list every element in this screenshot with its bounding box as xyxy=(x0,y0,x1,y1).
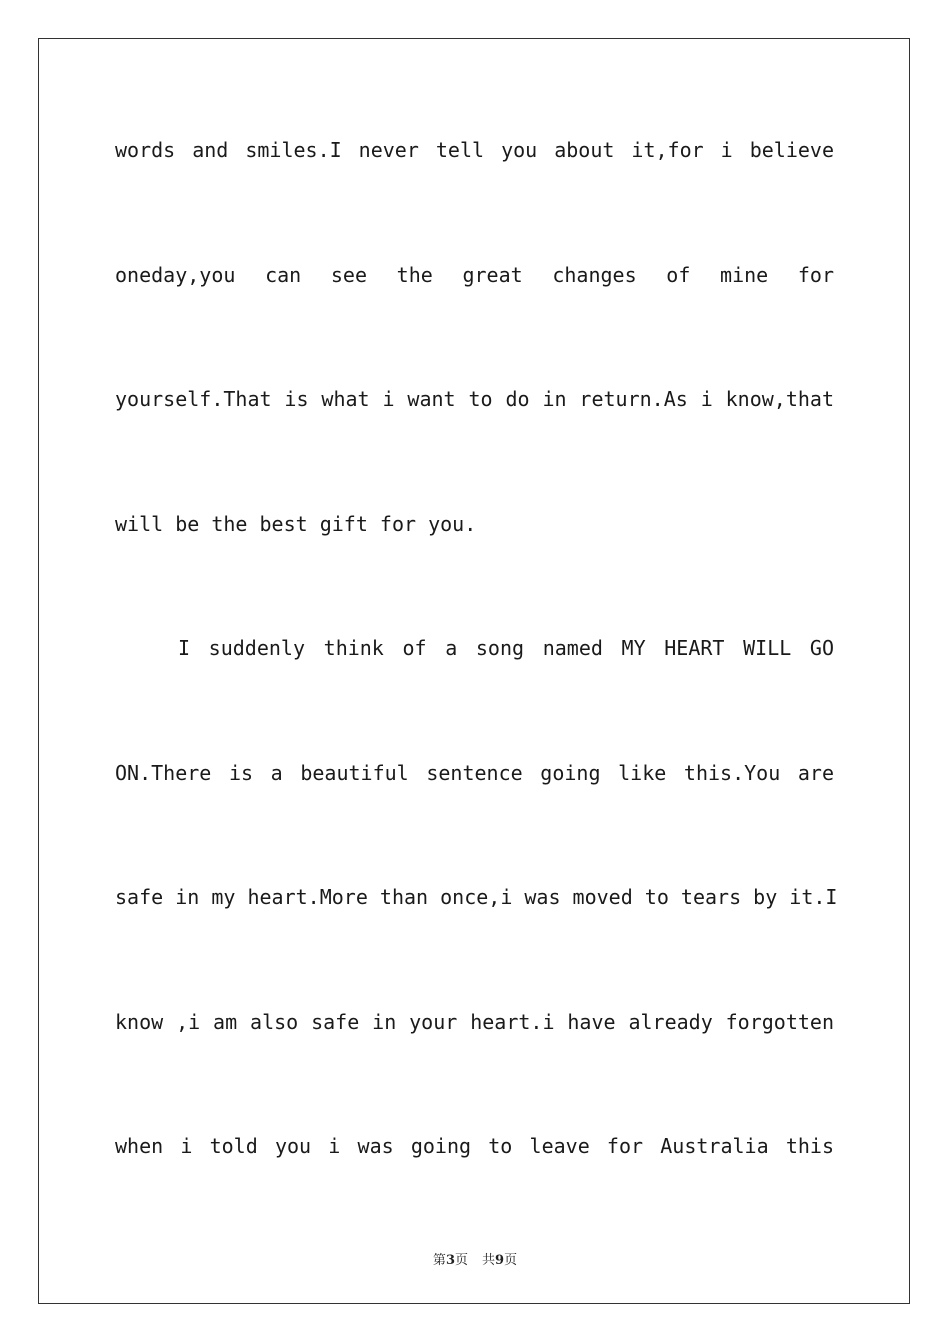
text-line: safe in my heart.More than once,i was moved to tears by it.I xyxy=(115,885,838,909)
total-suffix: 页 xyxy=(504,1253,518,1268)
text-line: oneday,you can see the great changes of mine for xyxy=(115,263,834,287)
total-prefix: 共 xyxy=(482,1253,496,1268)
total-pages-number: 9 xyxy=(495,1253,505,1268)
text-line: ON.There is a beautiful sentence going like this.You are xyxy=(115,761,834,785)
page-footer xyxy=(0,1249,950,1268)
text-line: words and smiles.I never tell you about it,for i believe xyxy=(115,138,834,162)
text-line-paragraph-end: will be the best gift for you. xyxy=(115,512,477,536)
current-page-number: 3 xyxy=(445,1253,455,1268)
text-line: yourself.That is what i want to do in return.As i know,that xyxy=(115,387,834,411)
text-line: when i told you i was going to leave for Australia this xyxy=(115,1134,834,1158)
text-line-paragraph-start: I suddenly think of a song named MY HEART WILL GO xyxy=(178,636,834,660)
page-prefix: 第 xyxy=(432,1253,446,1268)
text-line: know ,i am also safe in your heart.i have already forgotten xyxy=(115,1010,834,1034)
page-suffix: 页 xyxy=(454,1253,468,1268)
page-frame xyxy=(38,38,910,1304)
